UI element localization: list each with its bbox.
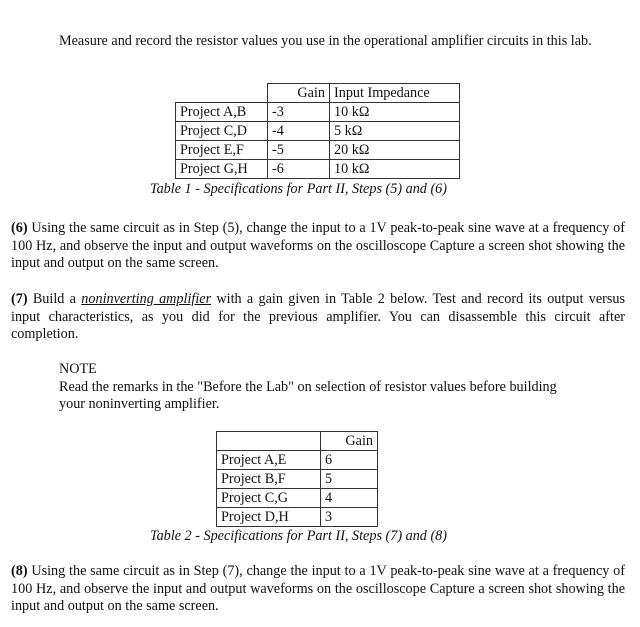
table-cell: -4 [268,122,330,141]
table-header-cell [217,432,321,451]
table-row [217,489,378,508]
specifications-table-2 [216,431,378,527]
table-cell: 5 [321,470,378,489]
table-header-cell: Input Impedance [330,84,460,103]
step-6-paragraph [11,220,625,273]
step-8-paragraph [11,563,625,616]
step-7-label: (7) [11,291,28,307]
step-7-text-after: with a gain given in Table 2 below. Test and record its output versus input characteristics, as you did for the previous amplifier. You can disassemble this circuit after completion. [11,291,626,342]
table-header-cell [176,84,268,103]
table-row [176,122,460,141]
note-text: Read the remarks in the "Before the Lab" on selection of resistor values before building your noninverting amplifier. [59,378,557,412]
step-8-text: Using the same circuit as in Step (7), change the input to a 1V peak-to-peak sine wave at a frequency of 100 Hz, and observe the input and output waveforms on the oscilloscope Capture a screen shot showing the input and output on the same screen. [11,563,625,614]
table-row [217,451,378,470]
intro-paragraph: Measure and record the resistor values you use in the operational amplifier circuits in this lab. [59,33,592,49]
step-6-label: (6) [11,220,28,236]
table-row [217,470,378,489]
table-cell: 6 [321,451,378,470]
table-cell: Project A,E [217,451,321,470]
table-cell: -5 [268,141,330,160]
note-title: NOTE [59,361,97,377]
noninverting-amplifier-link[interactable]: noninverting amplifier [81,291,212,307]
table-cell: 20 kΩ [330,141,460,160]
specifications-table-1 [175,83,460,179]
table-row [176,103,460,122]
table-row [176,160,460,179]
table-header-cell: Gain [268,84,330,103]
step-6-text: Using the same circuit as in Step (5), change the input to a 1V peak-to-peak sine wave at a frequency of 100 Hz, and observe the input and output waveforms on the oscilloscope Capture a screen shot showing the input and output on the same screen. [11,220,625,271]
table-cell: 4 [321,489,378,508]
table-cell: Project G,H [176,160,268,179]
table-header-cell: Gain [321,432,378,451]
table-cell: 10 kΩ [330,103,460,122]
table-header-row [176,84,460,103]
table-cell: 3 [321,508,378,527]
table-1-caption: Table 1 - Specifications for Part II, Steps (5) and (6) [150,181,447,197]
table-cell: Project D,H [217,508,321,527]
table-cell: -3 [268,103,330,122]
table-cell: Project B,F [217,470,321,489]
table-row [217,508,378,527]
step-7-paragraph [11,291,625,344]
step-7-text-before: Build a [27,291,82,307]
table-cell: Project E,F [176,141,268,160]
table-row [176,141,460,160]
table-cell: 5 kΩ [330,122,460,141]
table-cell: 10 kΩ [330,160,460,179]
table-2-caption: Table 2 - Specifications for Part II, Steps (7) and (8) [150,528,447,544]
table-cell: -6 [268,160,330,179]
table-cell: Project C,G [217,489,321,508]
table-header-row [217,432,378,451]
note-block [59,361,579,414]
step-8-label: (8) [11,563,28,579]
table-cell: Project C,D [176,122,268,141]
table-cell: Project A,B [176,103,268,122]
